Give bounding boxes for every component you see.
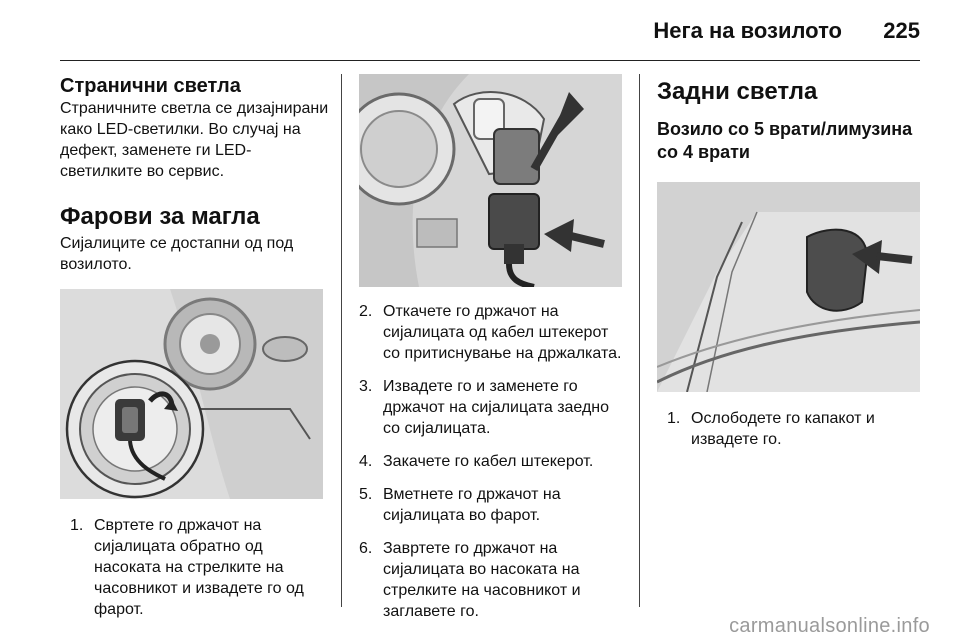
step-number: 1.	[667, 410, 681, 427]
right-column	[657, 74, 920, 462]
step-number: 6.	[359, 540, 373, 557]
foglight-steps	[70, 515, 330, 620]
list-item	[359, 484, 629, 526]
para-foglights: Сијалиците се достапни од под возилото.	[60, 235, 294, 273]
rear-light-steps	[667, 408, 920, 450]
bulb-replace-steps	[359, 301, 629, 622]
step-text: Вметнете го држачот на сијалицата во фарот.	[383, 486, 561, 524]
header-rule	[60, 60, 920, 61]
list-item	[359, 451, 629, 472]
step-number: 2.	[359, 303, 373, 320]
heading-sidelights: Странични светла	[60, 75, 241, 97]
column-divider-2	[639, 74, 640, 607]
step-text: Свртете го држачот на сијалицата обратно од насоката на стрелките на часовникот и извадете го од фарот.	[94, 517, 304, 618]
step-number: 3.	[359, 378, 373, 395]
step-text: Ослободете го капакот и извадете го.	[691, 410, 875, 448]
step-text: Закачете го кабел штекерот.	[383, 453, 594, 470]
list-item	[667, 408, 920, 450]
step-text: Извадете го и заменете го држачот на сијалицата заедно со сијалицата.	[383, 378, 610, 437]
list-item	[70, 515, 330, 620]
list-item	[359, 538, 629, 622]
step-number: 1.	[70, 517, 84, 534]
foglight-illustration	[60, 289, 323, 499]
page-number: 225	[883, 18, 920, 43]
heading-foglights: Фарови за магла	[60, 203, 260, 230]
watermark: carmanualsonline.info	[729, 615, 930, 637]
step-text: Откачете го држачот на сијалицата од кабел штекерот со притиснување на држалката.	[383, 303, 622, 362]
step-number: 4.	[359, 453, 373, 470]
step-text: Завртете го држачот на сијалицата во насоката на стрелките на часовникот и заглавете го.	[383, 540, 581, 620]
middle-column	[359, 74, 629, 634]
para-sidelights: Страничните светла се дизајнирани како LED-светилки. Во случај на дефект, заменете ги LED-светилките во сервис.	[60, 100, 329, 180]
left-column	[60, 74, 330, 632]
bulb-holder-illustration	[359, 74, 622, 287]
list-item	[359, 376, 629, 439]
rear-light-cover-illustration	[657, 182, 920, 392]
page-header-title: Нега на возилото	[653, 18, 842, 43]
subheading-5-door: Возило со 5 врати/лимузина со 4 врати	[657, 119, 913, 162]
list-item	[359, 301, 629, 364]
step-number: 5.	[359, 486, 373, 503]
heading-rear-lights: Задни светла	[657, 78, 818, 105]
column-divider-1	[341, 74, 342, 607]
